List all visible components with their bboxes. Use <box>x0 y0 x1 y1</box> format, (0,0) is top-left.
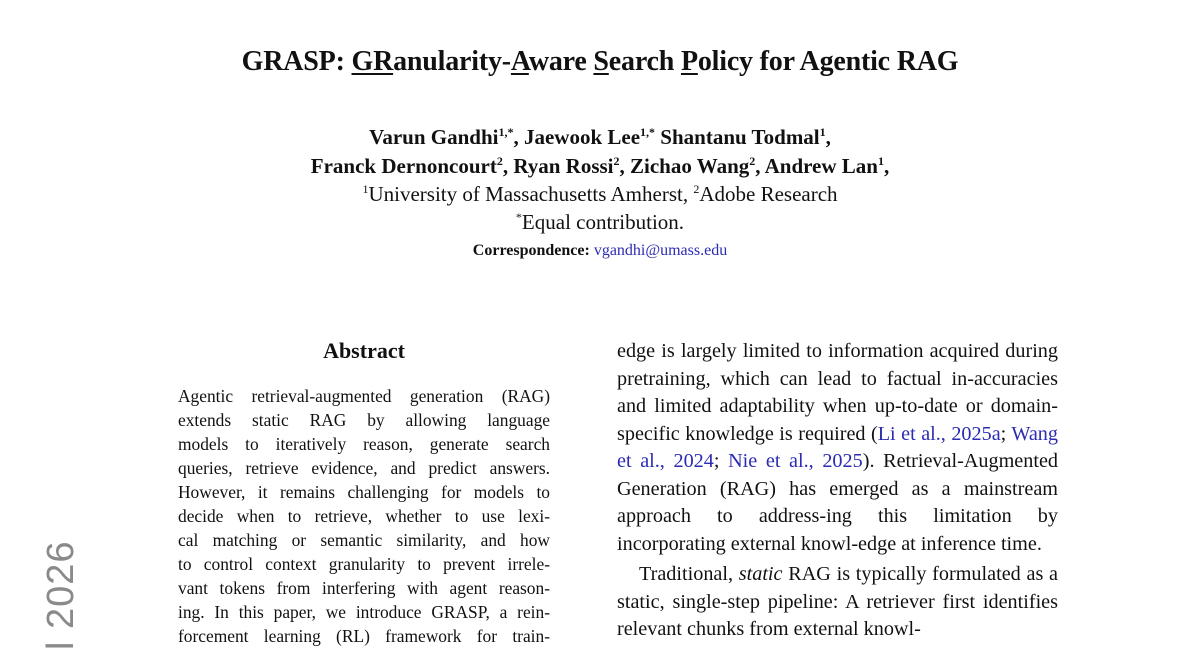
intro-paragraph-1: edge is largely limited to information acquired during pretraining, which can lead to factual in-accuracies and limited adaptability when up-to-date or domain-specific knowledge is required (Li et al., 2025a; Wang et al., 2024; Nie et al., 2025). Retrieval-Augmented Generation (RAG) has emerged as a mainstream approach to address-ing this limitation by incorporating external knowl-edge at inference time. <box>617 340 1059 555</box>
email-link[interactable]: vgandhi@umass.edu <box>593 242 728 259</box>
abstract-line: extends static RAG by allowing language <box>178 410 550 430</box>
citation-link[interactable]: Li et al., 2025a <box>877 422 1001 445</box>
author-name: Shantanu Todmal <box>660 125 820 149</box>
intro-paragraph-2: Traditional, static RAG is typically formulated as a static, single-step pipeline: A retriever first identifies relevant chunks from external knowl- <box>617 563 1058 640</box>
introduction-text <box>617 338 1058 644</box>
arxiv-side-stamp: l 2026 <box>40 540 82 650</box>
paper-title: GRASP: GRanularity-Aware Search Policy for Agentic RAG <box>241 46 959 77</box>
abstract-body <box>178 384 550 648</box>
author-list <box>0 123 1200 181</box>
author-name: Andrew Lan <box>764 154 878 178</box>
abstract-line: decide when to retrieve, whether to use lexi- <box>178 506 550 526</box>
equal-contribution-note: *Equal contribution. <box>515 210 685 234</box>
abstract-line: to control context granularity to prevent irrele- <box>178 554 550 574</box>
author-name: Jaewook Lee <box>523 125 641 149</box>
author-line-1: Varun Gandhi$^{1,*}$, Jaewook Lee$^{1,*}$ Shantanu Todmal$^1$, <box>369 125 831 149</box>
abstract-line: forcement learning (RL) framework for train- <box>178 626 550 646</box>
abstract-heading: Abstract <box>323 338 405 363</box>
abstract-line: vant tokens from interfering with agent reason- <box>178 578 550 598</box>
abstract-line: Agentic retrieval-augmented generation (RAG) <box>178 386 550 406</box>
citation-link[interactable]: Wang et al., 2024 <box>617 422 1058 472</box>
author-name: Zichao Wang <box>630 154 750 178</box>
correspondence: Correspondence: vgandhi@umass.edu <box>472 242 728 259</box>
institutions: $^1$University of Massachusetts Amherst, $^2$Adobe Research <box>362 182 838 206</box>
affiliations <box>0 180 1200 236</box>
citation-link[interactable]: Nie et al., 2025 <box>728 450 863 472</box>
abstract-line: ing. In this paper, we introduce GRASP, a rein- <box>178 602 550 622</box>
author-name: Varun Gandhi <box>369 125 499 149</box>
abstract-line: models to iteratively reason, generate search <box>178 434 550 454</box>
abstract-line: cal matching or semantic similarity, and how <box>178 530 550 550</box>
author-name: Ryan Rossi <box>513 154 614 178</box>
abstract-line: queries, retrieve evidence, and predict answers. <box>178 458 550 478</box>
abstract-line: However, it remains challenging for models to <box>178 482 550 502</box>
author-line-2: Franck Dernoncourt$^2$, Ryan Rossi$^2$, Zichao Wang$^2$, Andrew Lan$^1$, <box>310 154 890 178</box>
author-name: Franck Dernoncourt <box>310 154 497 178</box>
